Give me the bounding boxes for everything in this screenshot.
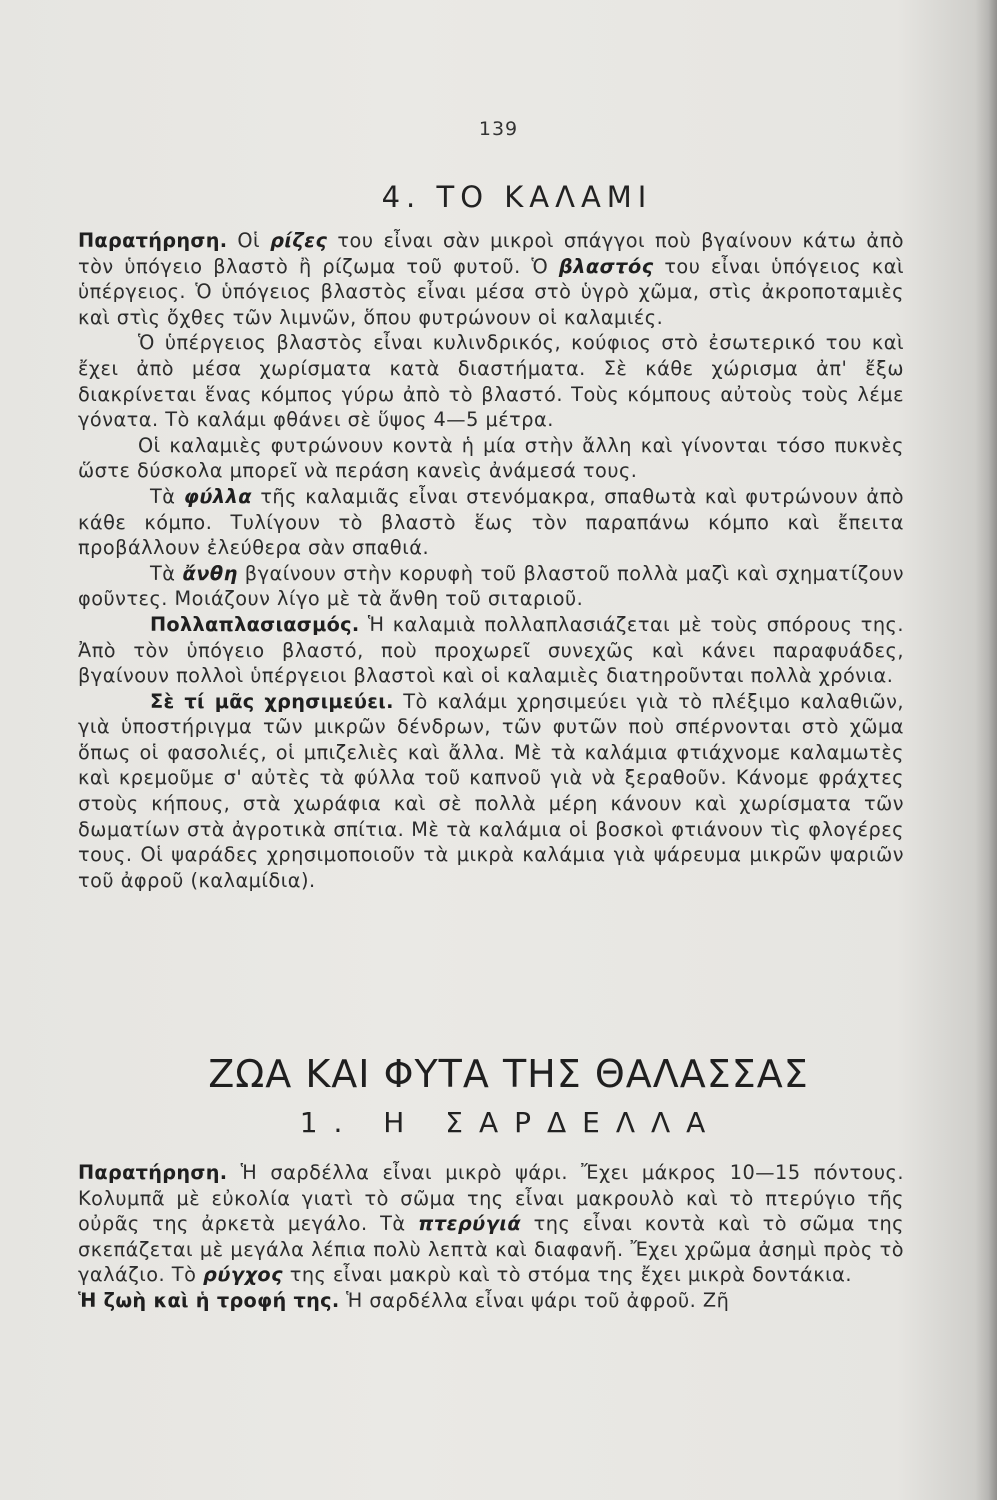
lead-life-food: Ἡ ζωὴ καὶ ἡ τροφή της. xyxy=(78,1288,340,1312)
paragraph-sardine-observation xyxy=(78,1160,904,1288)
text: της εἶναι μακρὺ καὶ τὸ στόμα της ἔχει μικρὰ δοντάκια. xyxy=(283,1263,852,1287)
text: βγαίνουν στὴν κορυφὴ τοῦ βλαστοῦ πολλὰ μαζὶ καὶ σχηματίζουν φοῦντες. Μοιάζουν λίγο μὲ τὰ ἄνθη τοῦ σιταριοῦ. xyxy=(78,561,905,611)
text: Ἡ σαρδέλλα εἶναι ψάρι τοῦ ἀφροῦ. Ζῆ xyxy=(339,1288,730,1312)
keyword-roots: ρίζες xyxy=(270,229,328,252)
text: Τὰ xyxy=(150,484,184,508)
paragraph-sardine-life xyxy=(78,1288,904,1314)
keyword-flowers: ἄνθη xyxy=(182,561,238,585)
paragraph-observation xyxy=(78,228,904,330)
lead-observation: Παρατήρηση. xyxy=(78,229,228,252)
keyword-stem: βλαστός xyxy=(558,254,654,278)
paragraph-propagation xyxy=(78,612,904,689)
page-edge-shadow xyxy=(975,0,997,1500)
section-title-sardine: 1. Η ΣΑΡΔΕΛΛΑ xyxy=(299,1106,722,1139)
section-body xyxy=(78,228,904,893)
text: Οἱ xyxy=(227,229,271,252)
paragraph-leaves xyxy=(78,484,904,561)
paragraph-growth: Οἱ καλαμιὲς φυτρώνουν κοντὰ ἡ μία στὴν ἄλλη καὶ γίνονται τόσο πυκνὲς ὥστε δύσκολα μπορεῖ νὰ περάση κανεὶς ἀνάμεσά τους. xyxy=(78,433,904,483)
paragraph-uses xyxy=(78,689,904,894)
text: της εἶναι κοντὰ καὶ τὸ σῶμα της σκεπάζεται μὲ μεγάλα λέπια πολὺ λεπτὰ καὶ διαφανῆ. Ἔχει χρῶμα ἀσημὶ πρὸς τὸ γαλάζιο. Τὸ xyxy=(78,1212,904,1287)
section-body-sardine xyxy=(78,1160,904,1314)
keyword-fins: πτερύγιά xyxy=(418,1212,522,1236)
section-title: 4. ΤΟ ΚΑΛΑΜΙ xyxy=(381,180,653,214)
text: Ἡ καλαμιὰ πολλαπλασιάζεται μὲ τοὺς σπόρους της. Ἀπὸ τὸν ὑπόγειο βλαστό, ποὺ προχωρεῖ συνεχῶς καὶ κάνει παραφυάδες, βγαίνουν πολλοὶ ὑπέργειοι βλαστοὶ καὶ οἱ καλαμιὲς διατηροῦνται πολλὰ χρόνια. xyxy=(78,612,904,688)
text: του εἶναι σὰν μικροὶ σπάγγοι ποὺ βγαίνουν κάτω ἀπὸ τὸν ὑπόγειο βλαστὸ ἢ ρίζωμα τοῦ φυτοῦ. Ὁ xyxy=(78,229,904,278)
keyword-leaves: φύλλα xyxy=(183,484,253,508)
chapter-header xyxy=(0,1052,997,1139)
text: Τὰ xyxy=(150,561,183,585)
text: Τὸ καλάμι χρησιμεύει γιὰ τὸ πλέξιμο καλαθιῶν, γιὰ ὑποστήριγμα τῶν μικρῶν δένδρων, τῶν φυτῶν ποὺ σπέρνονται στὸ χῶμα ὅπως οἱ φασολιές, οἱ μπιζελιὲς καὶ ἄλλα. Μὲ τὰ καλάμια φτιάχνομε καλαμωτὲς καὶ κρεμοῦμε σ' αὐτὲς τὰ φύλλα τοῦ καπνοῦ γιὰ νὰ ξεραθοῦν. Κάνομε φράχτες στοὺς κήπους, στὰ χωράφια καὶ σὲ πολλὰ μέρη κάνουν καὶ χωρίσματα τῶν δωματίων στὰ ἀγροτικὰ σπίτια. Μὲ τὰ καλάμια οἱ βοσκοὶ φτιάνουν τὶς φλογέρες τους. Οἱ ψαράδες χρησιμοποιοῦν τὰ μικρὰ καλάμια γιὰ ψάρευμα μικρῶν ψαριῶν τοῦ ἀφροῦ (καλαμίδια). xyxy=(78,689,904,892)
lead-uses: Σὲ τί μᾶς χρησιμεύει. xyxy=(150,689,394,713)
lead-propagation: Πολλαπλασιασμός. xyxy=(150,612,360,636)
text: Ἡ σαρδέλλα εἶναι μικρὸ ψάρι. Ἔχει μάκρος 10—15 πόντους. Κολυμπᾶ μὲ εὐκολία γιατὶ τὸ σῶμα της εἶναι μακρουλὸ καὶ τὸ πτερύγιο τῆς οὐρᾶς της ἀρκετὰ μεγάλο. Τὰ xyxy=(78,1161,904,1236)
keyword-snout: ρύγχος xyxy=(203,1263,284,1287)
lead-observation: Παρατήρηση. xyxy=(78,1161,228,1184)
page-number: 139 xyxy=(478,118,519,140)
paragraph-stem: Ὁ ὑπέργειος βλαστὸς εἶναι κυλινδρικός, κούφιος στὸ ἐσωτερικό του καὶ ἔχει ἀπὸ μέσα χωρίσματα κατὰ διαστήματα. Σὲ κάθε χώρισμα ἀπ' ἔξω διακρίνεται ἕνας κόμπος γύρω ἀπὸ τὸ βλαστό. Τοὺς κόμπους αὐτοὺς τοὺς λέμε γόνατα. Τὸ καλάμι φθάνει σὲ ὕψος 4—5 μέτρα. xyxy=(78,331,904,432)
paragraph-flowers xyxy=(78,561,904,612)
text: τῆς καλαμιᾶς εἶναι στενόμακρα, σπαθωτὰ καὶ φυτρώνουν ἀπὸ κάθε κόμπο. Τυλίγουν τὸ βλαστὸ ἕως τὸν παραπάνω κόμπο καὶ ἔπειτα προβάλλουν ἐλεύθερα σὰν σπαθιά. xyxy=(78,484,905,560)
text: του εἶναι ὑπόγειος καὶ ὑπέργειος. Ὁ ὑπόγειος βλαστὸς εἶναι μέσα στὸ ὑγρὸ χῶμα, στὶς ἀκροποταμιὲς καὶ στὶς ὄχθες τῶν λιμνῶν, ὅπου φυτρώνουν οἱ καλαμιές. xyxy=(78,254,904,329)
chapter-title: ΖΩΑ ΚΑΙ ΦΥΤΑ ΤΗΣ ΘΑΛΑΣΣΑΣ xyxy=(208,1052,809,1096)
